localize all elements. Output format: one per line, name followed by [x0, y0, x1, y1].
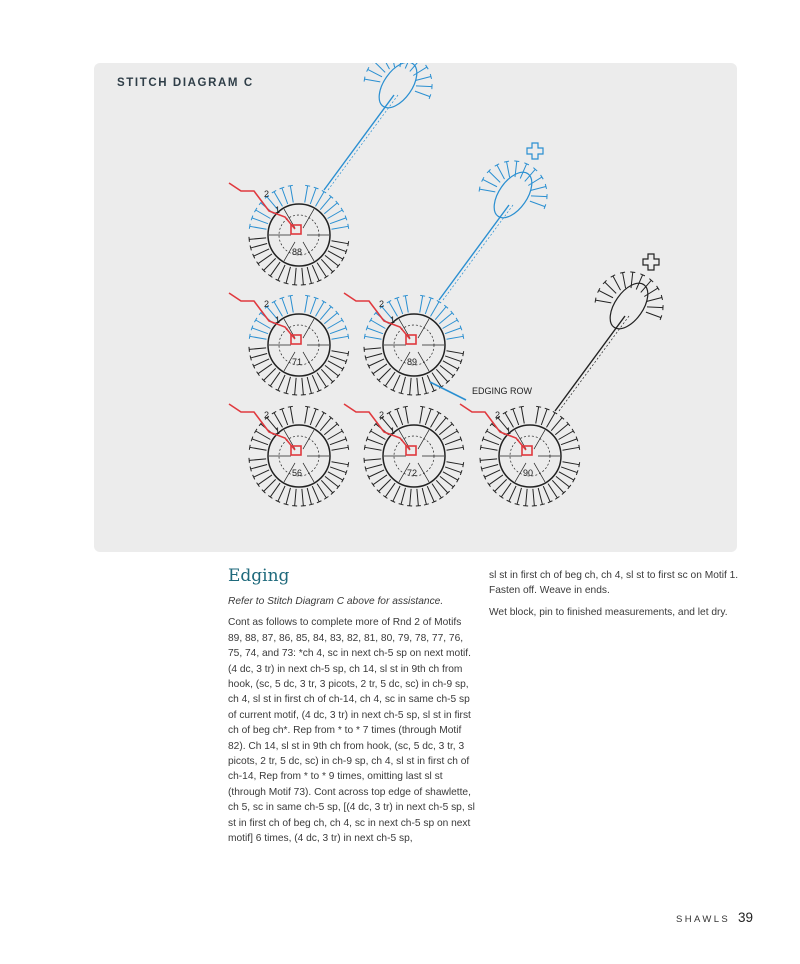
motif-88: [229, 63, 432, 285]
column-right: [489, 568, 739, 626]
row-label-1: 1: [390, 315, 396, 325]
section-heading: Edging: [228, 566, 290, 586]
row-label-2: 2: [264, 299, 270, 309]
motif-number: 89: [407, 357, 418, 367]
motif-71: [229, 293, 349, 395]
motif-number: 71: [292, 357, 303, 367]
column-left: [228, 594, 476, 853]
row-label-2: 2: [264, 189, 270, 199]
motif-number: 72: [407, 468, 418, 478]
motif-56: [229, 404, 349, 506]
motif-number: 88: [292, 247, 303, 257]
instructions-paragraph-1: Cont as follows to complete more of Rnd 2 of Motifs 89, 88, 87, 86, 85, 84, 83, 82, 81, 80, 79, 78, 77, 76, 75, 74, and 73: *ch 4, sc in next ch-5 sp on next motif. (4 dc, 3 tr) in next ch-5 sp, ch 14, sl st in 9th ch from hook, (sc, 5 dc, 3 tr, 3 picots, 2 tr, 5 dc, sc) in ch-9 sp, ch 4, sl st in first ch of ch-14, ch 4, sc in same ch-5 sp of current motif, (4 dc, 3 tr) in next ch-5 sp, sl st in first ch of beg ch*. Rep from * to * 7 times (through Motif 82). Ch 14, sl st in 9th ch from hook, (sc, 5 dc, 3 tr, 3 picots, 2 tr, 5 dc, sc) in ch-9 sp, ch 4, sl st in first ch of ch-14, Rep from * to * 9 times, omitting last sl st (through Motif 73). Cont across top edge of shawlette, ch 5, sc in same ch-5 sp, [(4 dc, 3 tr) in next ch-5 sp, sl st in first ch of beg ch, ch 4, sc in next ch-5 sp on next motif] 6 times, (4 dc, 3 tr) in next ch-5 sp,: [228, 617, 475, 845]
motif-90: [460, 254, 663, 506]
footer-section-label: SHAWLS: [676, 914, 731, 925]
row-label-1: 1: [275, 315, 281, 325]
edging-row-label: EDGING ROW: [472, 386, 532, 396]
row-label-2: 2: [495, 410, 501, 420]
motif-89: [344, 143, 547, 395]
intro-text: Refer to Stitch Diagram C above for assistance.: [228, 596, 444, 607]
page-number: 39: [738, 910, 754, 925]
motif-number: 56: [292, 468, 303, 478]
row-label-1: 1: [506, 426, 512, 436]
row-label-2: 2: [379, 299, 385, 309]
row-label-1: 1: [390, 426, 396, 436]
row-label-1: 1: [275, 426, 281, 436]
diagram-title: STITCH DIAGRAM C: [117, 77, 254, 89]
instructions-paragraph-3: Wet block, pin to finished measurements, and let dry.: [489, 606, 728, 618]
instructions-paragraph-2: sl st in first ch of beg ch, ch 4, sl st to first sc on Motif 1. Fasten off. Weave in ends.: [489, 570, 739, 597]
stitch-diagram: [94, 63, 737, 552]
motif-number: 90: [523, 468, 534, 478]
row-label-2: 2: [379, 410, 385, 420]
row-label-2: 2: [264, 410, 270, 420]
row-label-1: 1: [275, 205, 281, 215]
motif-72: [344, 404, 464, 506]
